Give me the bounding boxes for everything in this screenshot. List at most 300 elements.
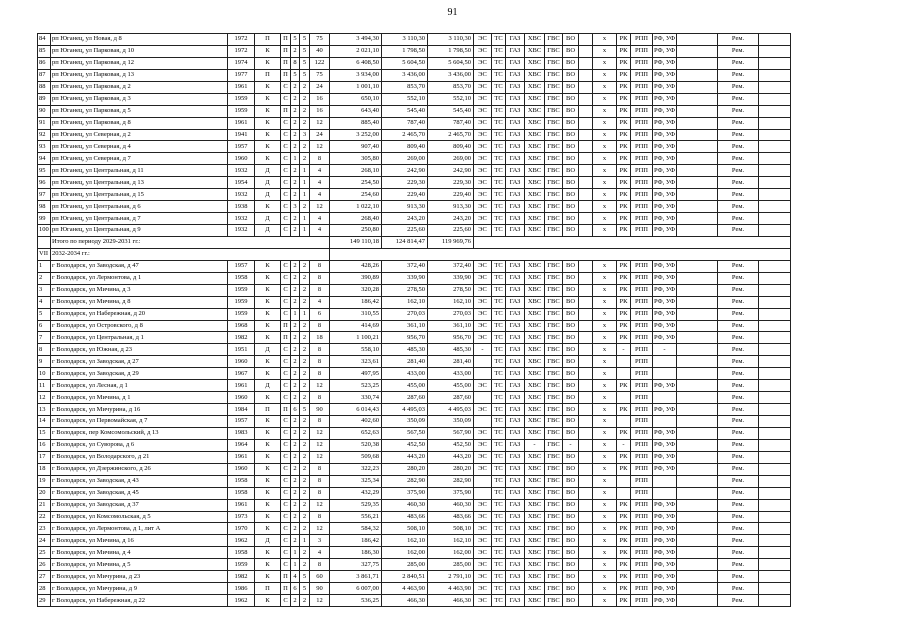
- cell: х: [593, 93, 617, 105]
- table-row: [38, 260, 791, 272]
- cell: 809,40: [382, 141, 428, 153]
- cell: 432,29: [330, 487, 382, 499]
- cell: ВО: [563, 535, 579, 547]
- cell: 6 408,50: [330, 57, 382, 69]
- cell: 8: [310, 260, 330, 272]
- cell: ЭС: [474, 463, 492, 475]
- cell: 1961: [228, 499, 255, 511]
- cell: ГВС: [545, 69, 563, 81]
- cell: ГВС: [545, 332, 563, 344]
- table-row: [38, 499, 791, 511]
- cell: 1961: [228, 451, 255, 463]
- cell: х: [593, 463, 617, 475]
- cell: РПП: [631, 296, 653, 308]
- cell: С: [281, 213, 291, 225]
- cell: 2: [300, 416, 310, 428]
- cell: С: [281, 189, 291, 201]
- cell: ЭС: [474, 225, 492, 237]
- cell: 162,10: [382, 296, 428, 308]
- cell: 20: [38, 487, 51, 499]
- cell: ГВС: [545, 547, 563, 559]
- cell: РПП: [631, 451, 653, 463]
- cell: РК: [617, 93, 631, 105]
- cell: 29: [38, 595, 51, 607]
- cell: ГВС: [545, 189, 563, 201]
- cell: С: [281, 439, 291, 451]
- cell: 6: [291, 404, 300, 416]
- cell: ГВС: [545, 368, 563, 380]
- cell: РПП: [631, 475, 653, 487]
- cell: [579, 308, 593, 320]
- cell: РФ, УФ: [653, 165, 677, 177]
- cell: 2: [300, 380, 310, 392]
- cell: 322,23: [330, 463, 382, 475]
- cell: х: [593, 487, 617, 499]
- cell: ГАЗ: [506, 511, 525, 523]
- cell: ВО: [563, 69, 579, 81]
- table-row: [38, 344, 791, 356]
- cell: [759, 320, 791, 332]
- cell: [677, 296, 718, 308]
- cell: ТС: [492, 595, 506, 607]
- cell: 339,90: [382, 272, 428, 284]
- cell: Рем.: [718, 272, 759, 284]
- cell: 11: [38, 380, 51, 392]
- cell: 8: [310, 463, 330, 475]
- cell: Рем.: [718, 439, 759, 451]
- cell: 325,34: [330, 475, 382, 487]
- cell: 2: [291, 272, 300, 284]
- table-row: [38, 153, 791, 165]
- cell: 90: [310, 404, 330, 416]
- cell: РПП: [631, 189, 653, 201]
- cell: 5: [300, 69, 310, 81]
- cell: [759, 535, 791, 547]
- cell: ТС: [492, 571, 506, 583]
- cell: 433,00: [382, 368, 428, 380]
- cell: 5: [300, 45, 310, 57]
- cell: 2: [291, 463, 300, 475]
- cell: РПП: [631, 583, 653, 595]
- cell: 2: [300, 344, 310, 356]
- cell: Д: [255, 189, 281, 201]
- cell: ХВС: [525, 404, 545, 416]
- cell: 956,70: [382, 332, 428, 344]
- cell: [579, 547, 593, 559]
- cell: 556,21: [330, 511, 382, 523]
- cell: х: [593, 284, 617, 296]
- cell: 186,42: [330, 535, 382, 547]
- cell: [677, 34, 718, 46]
- cell: 1972: [228, 34, 255, 46]
- cell: ХВС: [525, 559, 545, 571]
- cell: РПП: [631, 153, 653, 165]
- cell: ВО: [563, 105, 579, 117]
- cell: ГВС: [545, 535, 563, 547]
- cell: г Володарск, ул Володарского, д 21: [51, 451, 228, 463]
- cell: ТС: [492, 499, 506, 511]
- cell: 643,40: [330, 105, 382, 117]
- cell: ГАЗ: [506, 201, 525, 213]
- cell: х: [593, 427, 617, 439]
- table-row: [38, 404, 791, 416]
- cell: 787,40: [428, 117, 474, 129]
- table-body: [38, 34, 791, 607]
- cell: 12: [310, 451, 330, 463]
- cell: рп Юганец, ул Центральная, д 11: [51, 165, 228, 177]
- table-row: [38, 69, 791, 81]
- cell: г Володарск, ул Набережная, д 20: [51, 308, 228, 320]
- cell: 1958: [228, 547, 255, 559]
- cell: 1982: [228, 332, 255, 344]
- cell: Д: [255, 535, 281, 547]
- cell: С: [281, 344, 291, 356]
- cell: ГВС: [545, 499, 563, 511]
- cell: ГВС: [545, 427, 563, 439]
- cell: рп Юганец, ул Центральная, д 9: [51, 225, 228, 237]
- cell: 12: [310, 439, 330, 451]
- cell: 455,00: [382, 380, 428, 392]
- cell: [579, 487, 593, 499]
- cell: 1960: [228, 356, 255, 368]
- cell: х: [593, 559, 617, 571]
- cell: Рем.: [718, 559, 759, 571]
- cell: 350,09: [428, 416, 474, 428]
- cell: 269,00: [428, 153, 474, 165]
- summary-living-area-2: 119 969,76: [428, 236, 474, 248]
- cell: 4 463,90: [428, 583, 474, 595]
- cell: 1968: [228, 320, 255, 332]
- cell: ГАЗ: [506, 296, 525, 308]
- cell: Рем.: [718, 392, 759, 404]
- cell: К: [255, 475, 281, 487]
- cell: 12: [310, 523, 330, 535]
- cell: 8: [310, 272, 330, 284]
- cell: ГВС: [545, 296, 563, 308]
- cell: [759, 201, 791, 213]
- cell: ВО: [563, 45, 579, 57]
- cell: ХВС: [525, 547, 545, 559]
- cell: [579, 344, 593, 356]
- cell: 1 798,50: [428, 45, 474, 57]
- cell: ЭС: [474, 427, 492, 439]
- cell: ГВС: [545, 380, 563, 392]
- table-row: [38, 34, 791, 46]
- cell: ВО: [563, 177, 579, 189]
- cell: 2: [38, 272, 51, 284]
- cell: ХВС: [525, 308, 545, 320]
- cell: Рем.: [718, 499, 759, 511]
- cell: ТС: [492, 34, 506, 46]
- cell: х: [593, 81, 617, 93]
- cell: РК: [617, 141, 631, 153]
- cell: Рем.: [718, 487, 759, 499]
- cell: РПП: [631, 511, 653, 523]
- cell: Рем.: [718, 81, 759, 93]
- cell: х: [593, 57, 617, 69]
- cell: 8: [310, 475, 330, 487]
- cell: РФ, УФ: [653, 523, 677, 535]
- cell: 2: [291, 296, 300, 308]
- section-label: 2032-2034 гг.:: [51, 248, 330, 260]
- cell: 281,40: [428, 356, 474, 368]
- cell: 2: [300, 368, 310, 380]
- cell: РК: [617, 201, 631, 213]
- cell: 809,40: [428, 141, 474, 153]
- cell: ГВС: [545, 45, 563, 57]
- cell: ТС: [492, 105, 506, 117]
- cell: х: [593, 535, 617, 547]
- cell: РК: [617, 308, 631, 320]
- cell: х: [593, 296, 617, 308]
- cell: РФ, УФ: [653, 463, 677, 475]
- cell: 1: [300, 177, 310, 189]
- cell: К: [255, 45, 281, 57]
- cell: рп Юганец, ул Центральная, д 7: [51, 213, 228, 225]
- cell: РФ, УФ: [653, 320, 677, 332]
- cell: РК: [617, 81, 631, 93]
- cell: ГАЗ: [506, 308, 525, 320]
- cell: РПП: [631, 571, 653, 583]
- cell: ТС: [492, 93, 506, 105]
- cell: 2 791,10: [428, 571, 474, 583]
- cell: ХВС: [525, 511, 545, 523]
- cell: Рем.: [718, 201, 759, 213]
- cell: ВО: [563, 201, 579, 213]
- cell: РФ, УФ: [653, 380, 677, 392]
- cell: ГВС: [545, 523, 563, 535]
- cell: 94: [38, 153, 51, 165]
- cell: РПП: [631, 141, 653, 153]
- cell: 305,80: [330, 153, 382, 165]
- cell: г Володарск, ул Заводская, д 45: [51, 487, 228, 499]
- cell: 12: [310, 427, 330, 439]
- cell: 89: [38, 93, 51, 105]
- cell: [677, 439, 718, 451]
- cell: х: [593, 344, 617, 356]
- cell: 2: [300, 547, 310, 559]
- cell: [579, 81, 593, 93]
- cell: П: [281, 105, 291, 117]
- cell: РК: [617, 404, 631, 416]
- cell: 4: [310, 165, 330, 177]
- cell: 16: [310, 93, 330, 105]
- cell: г Володарск, ул Заводская, д 43: [51, 475, 228, 487]
- cell: ТС: [492, 296, 506, 308]
- table-row: [38, 332, 791, 344]
- cell: [759, 225, 791, 237]
- cell: 8: [310, 344, 330, 356]
- cell: РК: [617, 535, 631, 547]
- cell: [579, 475, 593, 487]
- cell: [759, 499, 791, 511]
- cell: 229,30: [428, 177, 474, 189]
- table-row: [38, 45, 791, 57]
- table-row: [38, 451, 791, 463]
- cell: 1957: [228, 141, 255, 153]
- cell: П: [281, 34, 291, 46]
- cell: 2: [291, 129, 300, 141]
- cell: ГАЗ: [506, 499, 525, 511]
- cell: РФ, УФ: [653, 117, 677, 129]
- cell: П: [281, 404, 291, 416]
- cell: 278,50: [428, 284, 474, 296]
- cell: ХВС: [525, 595, 545, 607]
- table-row: [38, 416, 791, 428]
- cell: 2: [300, 499, 310, 511]
- cell: [759, 81, 791, 93]
- cell: 1941: [228, 129, 255, 141]
- cell: 2: [300, 559, 310, 571]
- cell: ТС: [492, 344, 506, 356]
- cell: ЭС: [474, 81, 492, 93]
- cell: 1959: [228, 296, 255, 308]
- cell: [579, 117, 593, 129]
- cell: РФ, УФ: [653, 571, 677, 583]
- cell: Рем.: [718, 225, 759, 237]
- cell: К: [255, 427, 281, 439]
- cell: [759, 392, 791, 404]
- cell: 2: [300, 153, 310, 165]
- cell: ГАЗ: [506, 427, 525, 439]
- cell: ТС: [492, 57, 506, 69]
- cell: РК: [617, 499, 631, 511]
- cell: 452,50: [428, 439, 474, 451]
- cell: [759, 141, 791, 153]
- cell: ХВС: [525, 213, 545, 225]
- cell: П: [255, 404, 281, 416]
- cell: 28: [38, 583, 51, 595]
- cell: 508,10: [428, 523, 474, 535]
- cell: С: [281, 260, 291, 272]
- cell: С: [281, 559, 291, 571]
- cell: 1959: [228, 308, 255, 320]
- cell: РК: [617, 260, 631, 272]
- cell: 443,20: [382, 451, 428, 463]
- cell: [677, 213, 718, 225]
- cell: С: [281, 416, 291, 428]
- cell: 229,40: [382, 189, 428, 201]
- cell: [579, 260, 593, 272]
- cell: РК: [617, 583, 631, 595]
- table-row: [38, 57, 791, 69]
- cell: РПП: [631, 93, 653, 105]
- cell: 2: [291, 81, 300, 93]
- cell: [759, 463, 791, 475]
- cell: ВО: [563, 427, 579, 439]
- cell: П: [281, 571, 291, 583]
- cell: ГВС: [545, 177, 563, 189]
- cell: РПП: [631, 57, 653, 69]
- cell: ГВС: [545, 165, 563, 177]
- cell: 2 840,51: [382, 571, 428, 583]
- cell: 1986: [228, 583, 255, 595]
- cell: ГАЗ: [506, 320, 525, 332]
- cell: 15: [38, 427, 51, 439]
- cell: х: [593, 475, 617, 487]
- cell: РФ, УФ: [653, 427, 677, 439]
- cell: 2: [291, 105, 300, 117]
- cell: 229,40: [428, 189, 474, 201]
- cell: РК: [617, 451, 631, 463]
- cell: 2: [291, 535, 300, 547]
- cell: [38, 236, 51, 248]
- cell: 12: [310, 141, 330, 153]
- cell: [579, 105, 593, 117]
- cell: С: [281, 523, 291, 535]
- cell: Рем.: [718, 475, 759, 487]
- cell: ВО: [563, 571, 579, 583]
- cell: 268,10: [330, 165, 382, 177]
- cell: 2: [291, 595, 300, 607]
- table-row: [38, 189, 791, 201]
- cell: ХВС: [525, 535, 545, 547]
- cell: 40: [310, 45, 330, 57]
- cell: 1: [300, 165, 310, 177]
- cell: 1959: [228, 105, 255, 117]
- cell: 2: [300, 320, 310, 332]
- cell: С: [281, 487, 291, 499]
- cell: [677, 451, 718, 463]
- cell: 452,50: [382, 439, 428, 451]
- cell: Рем.: [718, 416, 759, 428]
- cell: ТС: [492, 69, 506, 81]
- cell: РФ, УФ: [653, 439, 677, 451]
- cell: 2: [291, 356, 300, 368]
- cell: [677, 225, 718, 237]
- cell: РФ, УФ: [653, 177, 677, 189]
- cell: [677, 165, 718, 177]
- table-row: [38, 368, 791, 380]
- cell: ГАЗ: [506, 487, 525, 499]
- cell: РФ, УФ: [653, 272, 677, 284]
- cell: 18: [38, 463, 51, 475]
- cell: [677, 559, 718, 571]
- cell: [677, 320, 718, 332]
- cell: ХВС: [525, 177, 545, 189]
- cell: Рем.: [718, 511, 759, 523]
- cell: РПП: [631, 559, 653, 571]
- cell: [759, 571, 791, 583]
- cell: ВО: [563, 284, 579, 296]
- cell: г Володарск, ул Мичина, д 5: [51, 559, 228, 571]
- cell: [677, 499, 718, 511]
- cell: 8: [310, 320, 330, 332]
- cell: ВО: [563, 475, 579, 487]
- cell: 2: [300, 284, 310, 296]
- cell: 7: [38, 332, 51, 344]
- cell: 8: [310, 559, 330, 571]
- cell: х: [593, 129, 617, 141]
- cell: ХВС: [525, 380, 545, 392]
- cell: ХВС: [525, 392, 545, 404]
- cell: [653, 392, 677, 404]
- cell: 466,30: [428, 595, 474, 607]
- cell: 281,40: [382, 356, 428, 368]
- cell: 16: [38, 439, 51, 451]
- cell: ТС: [492, 523, 506, 535]
- cell: К: [255, 368, 281, 380]
- cell: РПП: [631, 392, 653, 404]
- cell: РК: [617, 320, 631, 332]
- cell: [579, 356, 593, 368]
- cell: ГАЗ: [506, 547, 525, 559]
- cell: [579, 213, 593, 225]
- cell: ХВС: [525, 583, 545, 595]
- cell: 14: [38, 416, 51, 428]
- cell: [579, 93, 593, 105]
- page-number: 91: [447, 7, 458, 18]
